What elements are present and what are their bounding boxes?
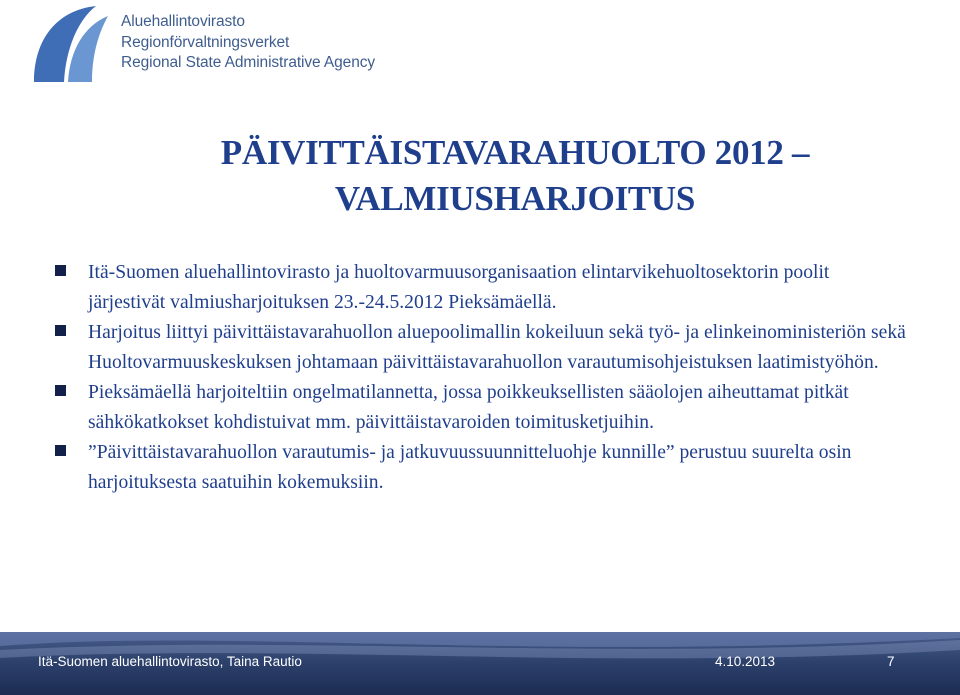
- agency-name-fi: Aluehallintovirasto: [121, 13, 245, 30]
- bullet-item: [50, 378, 910, 437]
- slide-title-line-2: VALMIUSHARJOITUS: [334, 179, 696, 218]
- bullet-item: [50, 318, 910, 377]
- bullet-text: Pieksämäellä harjoiteltiin ongelmatilannetta, jossa poikkeuksellisten sääolojen aiheuttamat pitkät sähkökatkokset kohdistuivat mm. päivittäistavaroiden toimitusketjuihin.: [88, 382, 849, 433]
- agency-name-en: Regional State Administrative Agency: [121, 54, 376, 71]
- slide-title: [100, 130, 930, 222]
- footer-organization: Itä-Suomen aluehallintovirasto, Taina Rautio: [38, 654, 302, 669]
- agency-name-sv: Regionförvaltningsverket: [121, 33, 290, 51]
- bullet-text: Itä-Suomen aluehallintovirasto ja huoltovarmuusorganisaation elintarvikehuoltosektorin poolit järjestivät valmiusharjoituksen 23.-24.5.2012 Pieksämäellä.: [88, 262, 830, 313]
- slide-footer: [0, 632, 960, 695]
- square-bullet-icon: [55, 445, 66, 456]
- footer-date: 4.10.2013: [715, 654, 776, 669]
- bullet-item: [50, 438, 910, 497]
- agency-logo-icon: [28, 4, 110, 82]
- bullet-text: Harjoitus liittyi päivittäistavarahuollon aluepoolimallin kokeiluun sekä työ- ja elinkeinoministeriön sekä Huoltovarmuuskeskuksen johtamaan päivittäistavarahuollon varautumisohjeistuksen laatimistyöhön.: [88, 322, 906, 373]
- square-bullet-icon: [55, 325, 66, 336]
- slide-title-line-1: PÄIVITTÄISTAVARAHUOLTO 2012 –: [220, 133, 810, 172]
- square-bullet-icon: [55, 385, 66, 396]
- agency-name: [121, 12, 375, 74]
- bullet-list: [50, 258, 910, 498]
- bullet-text: ”Päivittäistavarahuollon varautumis- ja jatkuvuussuunnitteluohje kunnille” perustuu suurelta osin harjoituksesta saatuihin kokemuksiin.: [88, 442, 852, 493]
- square-bullet-icon: [55, 265, 66, 276]
- page-number: 7: [887, 654, 895, 669]
- bullet-item: [50, 258, 910, 317]
